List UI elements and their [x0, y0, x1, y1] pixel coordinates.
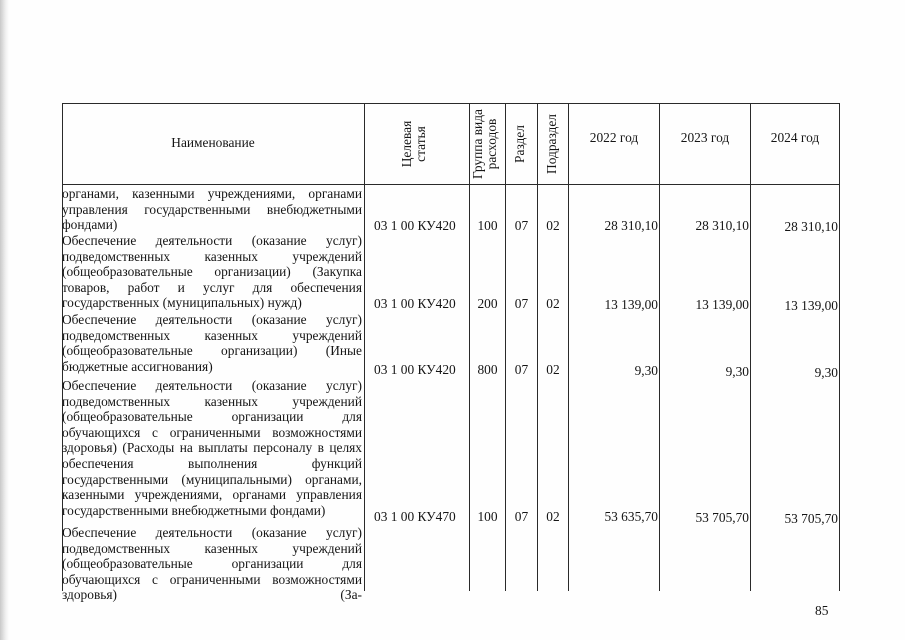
table-row-2022: 28 310,10 — [604, 218, 658, 233]
table-row-group: 200 — [477, 296, 498, 311]
table-row-subsection: 02 — [546, 509, 560, 524]
scan-edge-shadow — [0, 0, 9, 640]
col-border-right — [839, 103, 840, 591]
table-row-name: Обеспечение деятельности (оказание услуг) подведомственных казенных учреждений (общеобразовательные организации для обучающихся с ограниченными возможностями здоровья) (Расходы на выплаты персоналу в целях обеспечения выполнения функций государственными (муниципальными) органами, казенными учреждениями, органами управления государственными внебюджетными фондами) — [62, 378, 362, 518]
table-row-2023: 13 139,00 — [695, 297, 749, 312]
table-row-2022: 53 635,70 — [604, 509, 658, 524]
header-subsection: Подраздел — [544, 114, 559, 174]
table-row-article: 03 1 00 КУ470 — [374, 509, 456, 524]
table-row-2023: 9,30 — [725, 364, 749, 379]
table-row-name: Обеспечение деятельности (оказание услуг) подведомственных казенных учреждений (общеобразовательные организации для обучающихся с ограниченными возможностями здоровья) (За- — [62, 525, 362, 603]
table-row-name: органами, казенными учреждениями, органами управления государственными внебюджетными фондами) — [62, 186, 362, 233]
header-name: Наименование — [171, 135, 255, 150]
table-row-name: Обеспечение деятельности (оказание услуг) подведомственных казенных учреждений (общеобразовательные организации) (Иные бюджетные ассигнования) — [62, 312, 362, 374]
col-border-name — [364, 103, 365, 591]
table-row-2024: 53 705,70 — [784, 511, 838, 526]
table-row-section: 07 — [514, 218, 529, 233]
header-section: Раздел — [512, 125, 527, 163]
header-target-article: Целевая статья — [399, 120, 428, 168]
table-row-group: 100 — [477, 509, 498, 524]
table-row-2024: 9,30 — [814, 365, 838, 380]
table-row-article: 03 1 00 КУ420 — [374, 362, 456, 377]
table-row-2022: 9,30 — [634, 363, 658, 378]
page-number: 85 — [815, 603, 829, 618]
header-bottom-border — [62, 184, 840, 185]
table-row-2023: 28 310,10 — [695, 218, 749, 233]
table-row-subsection: 02 — [546, 296, 560, 311]
table-row-name: Обеспечение деятельности (оказание услуг) подведомственных казенных учреждений (общеобразовательные организации) (Закупка товаров, работ и услуг для обеспечения государственных (муниципальных) нужд) — [62, 233, 362, 311]
table-row-2023: 53 705,70 — [695, 510, 749, 525]
table-top-border — [62, 103, 840, 104]
table-row-2024: 28 310,10 — [784, 219, 838, 234]
table-row-2024: 13 139,00 — [784, 298, 838, 313]
table-row-subsection: 02 — [546, 362, 560, 377]
header-year-2023: 2023 год — [680, 130, 730, 145]
table-row-article: 03 1 00 КУ420 — [374, 218, 456, 233]
header-expense-group: Группа вида расходов — [470, 109, 499, 179]
header-year-2022: 2022 год — [589, 130, 639, 145]
table-row-section: 07 — [514, 362, 529, 377]
table-row-article: 03 1 00 КУ420 — [374, 296, 456, 311]
table-row-group: 800 — [477, 362, 498, 377]
table-row-subsection: 02 — [546, 218, 560, 233]
table-row-section: 07 — [514, 509, 529, 524]
table-row-2022: 13 139,00 — [604, 297, 658, 312]
table-row-group: 100 — [477, 218, 498, 233]
table-row-section: 07 — [514, 296, 529, 311]
header-year-2024: 2024 год — [770, 130, 820, 145]
